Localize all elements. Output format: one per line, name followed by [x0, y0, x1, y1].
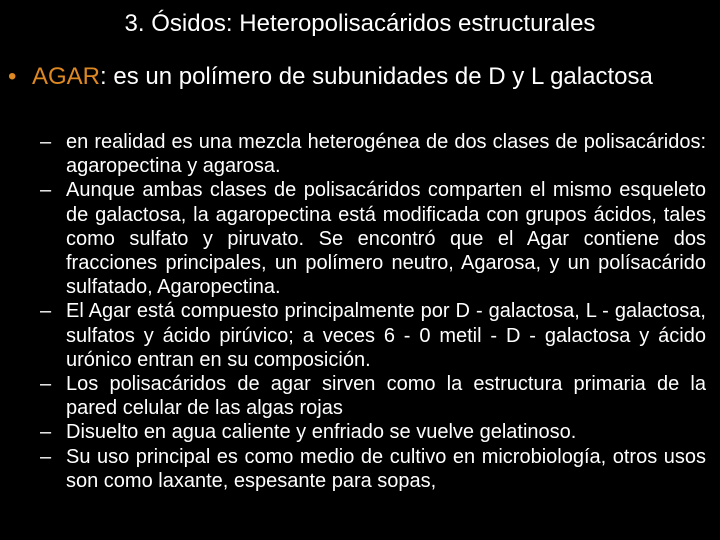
main-bullet-description: : es un polímero de subunidades de D y L galactosa [100, 63, 653, 90]
dash-icon: – [40, 300, 52, 323]
sub-bullet-item [40, 130, 706, 178]
sub-bullet-item [40, 178, 706, 299]
sub-bullet-item [40, 420, 706, 444]
sub-bullet-text: El Agar está compuesto principalmente por D - galactosa, L - galactosa, sulfatos y ácido pirúvico; a veces 6 - 0 metil - D - galactosa y ácido urónico entran en su composición. [66, 300, 706, 371]
sub-bullet-text: Disuelto en agua caliente y enfriado se vuelve gelatinoso. [66, 421, 577, 444]
slide-title: 3. Ósidos: Heteropolisacáridos estructurales [124, 10, 596, 37]
main-bullet-text [8, 62, 706, 91]
sub-bullet-item [40, 445, 706, 493]
sub-bullet-text: Aunque ambas clases de polisacáridos comparten el mismo esqueleto de galactosa, la agaropectina está modificada con grupos ácidos, tales como sulfato y piruvato. Se encontró que el Agar contiene dos fracciones principales, un polímero neutro, Agarosa, y un polísacárido sulfatado, Agaropectina. [66, 179, 706, 299]
dash-icon: – [40, 421, 52, 444]
dash-icon: – [40, 445, 52, 468]
sub-bullet-item [40, 372, 706, 420]
keyword-agar: AGAR [32, 63, 101, 90]
dash-icon: – [40, 131, 52, 153]
sub-bullet-text: en realidad es una mezcla heterogénea de dos clases de polisacáridos: agaropectina y agarosa. [66, 131, 706, 178]
sub-bullet-text: Su uso principal es como medio de cultivo en microbiología, otros usos son como laxante, espesante para sopas, [66, 445, 706, 492]
sub-bullet-text: Los polisacáridos de agar sirven como la estructura primaria de la pared celular de las algas rojas [66, 373, 706, 420]
bullet-icon: • [8, 63, 17, 90]
dash-icon: – [40, 373, 52, 396]
sub-bullet-list [40, 130, 706, 493]
sub-bullet-item [40, 299, 706, 372]
main-bullet [8, 62, 706, 91]
dash-icon: – [40, 179, 52, 202]
